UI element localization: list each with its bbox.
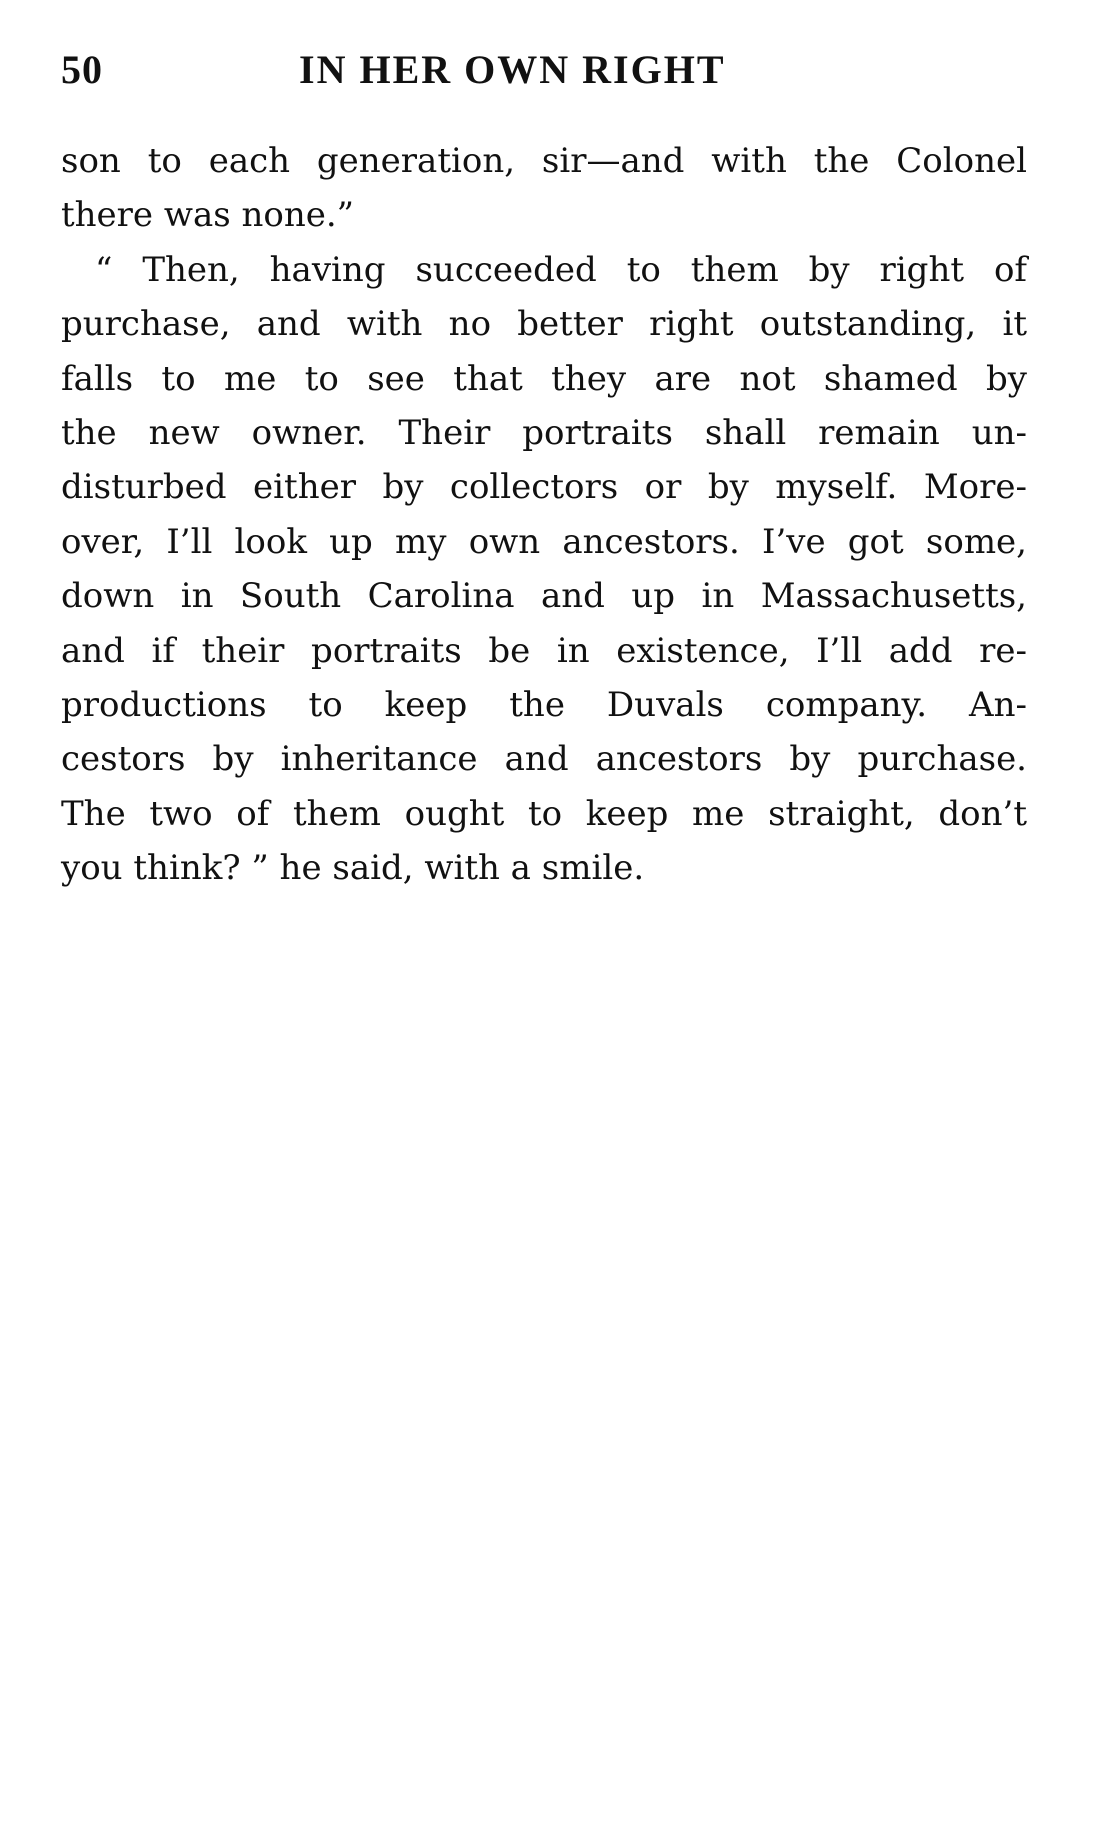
text-line: down in South Carolina and up in Massachusetts, <box>61 576 1027 617</box>
text-line: The two of them ought to keep me straight, don’t <box>61 793 1027 834</box>
text-line: falls to me to see that they are not shamed by <box>61 358 1027 399</box>
page-number: 50 <box>61 47 103 92</box>
text-line: productions to keep the Duvals company. An- <box>61 684 1027 725</box>
text-line: you think? ” he said, with a smile. <box>61 848 645 889</box>
text-line: over, I’ll look up my own ancestors. I’ve got some, <box>61 521 1027 562</box>
text-line: the new owner. Their portraits shall remain un- <box>61 412 1027 453</box>
body-text <box>61 134 1027 895</box>
text-line: purchase, and with no better right outstanding, it <box>61 304 1027 345</box>
text-line: there was none.” <box>61 195 355 236</box>
text-line: son to each generation, sir—and with the Colonel <box>61 141 1027 181</box>
text-line: cestors by inheritance and ancestors by purchase. <box>61 739 1027 780</box>
text-line: and if their portraits be in existence, I’ll add re- <box>61 630 1027 671</box>
text-line: disturbed either by collectors or by myself. More- <box>61 467 1027 508</box>
running-head <box>61 40 1031 100</box>
running-title: IN HER OWN RIGHT <box>299 47 726 92</box>
text-line: “ Then, having succeeded to them by right of <box>95 249 1027 290</box>
